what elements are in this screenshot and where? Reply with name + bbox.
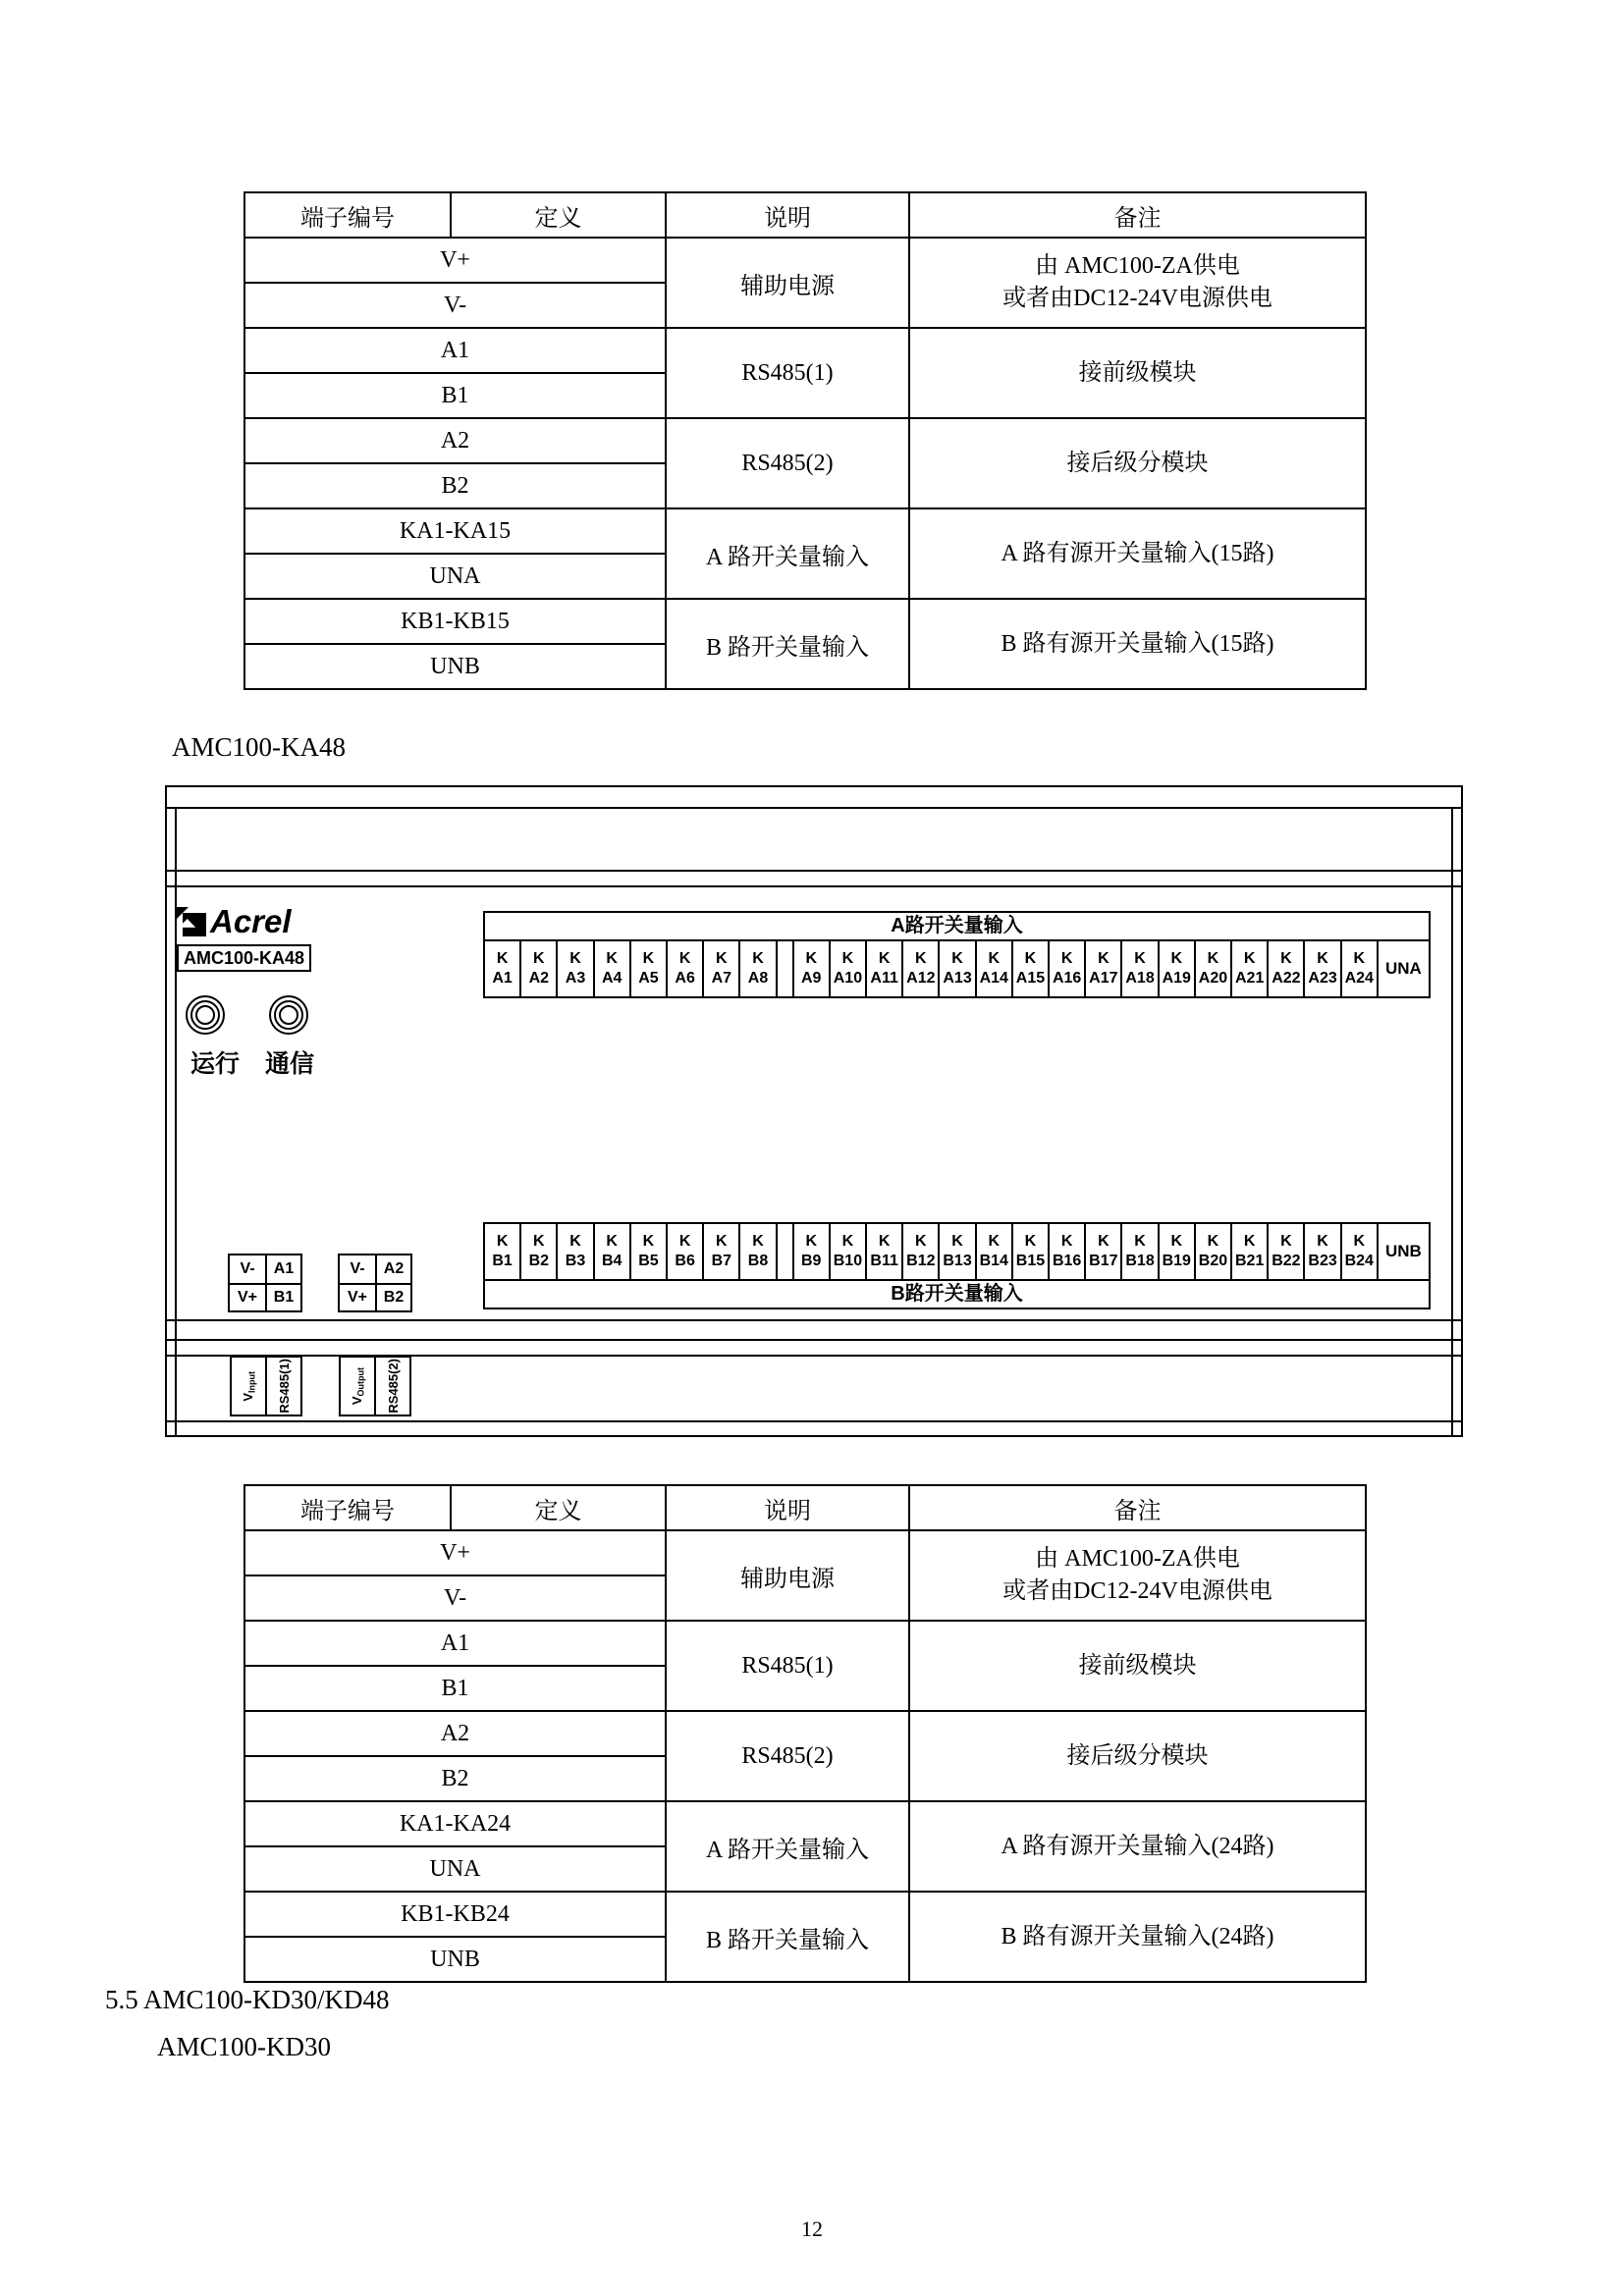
terminal-number: B24 (1344, 1253, 1374, 1269)
terminal (1303, 1224, 1339, 1279)
terminal-k-label: K (569, 950, 581, 967)
terminal-k-label: K (951, 950, 963, 967)
terminal-number: B19 (1162, 1253, 1191, 1269)
terminal-table-ka30 (244, 191, 1367, 690)
terminal (1120, 941, 1157, 996)
terminal-k-label: K (1060, 950, 1073, 967)
definition-cell: RS485(2) (666, 1711, 909, 1801)
terminal-cell: A1 (244, 1621, 666, 1666)
terminal-number: A4 (601, 970, 623, 987)
column-header: 备注 (909, 1485, 1366, 1530)
v-sub: Input (246, 1370, 257, 1393)
terminal-number: A2 (528, 970, 550, 987)
terminal-k-label: K (569, 1233, 581, 1250)
terminal (1120, 1224, 1157, 1279)
terminal-number: B18 (1125, 1253, 1155, 1269)
terminal-k-label: K (642, 1233, 655, 1250)
terminal-number: B2 (528, 1253, 550, 1269)
terminal (702, 1224, 738, 1279)
definition-cell: B 路开关量输入 (666, 599, 909, 689)
terminal (1084, 1224, 1120, 1279)
terminal (1048, 1224, 1084, 1279)
input-strip-a (483, 911, 1431, 998)
terminal-cell: B2 (244, 1756, 666, 1801)
terminal-k-label: K (716, 1233, 728, 1250)
device-diagram (165, 785, 1463, 1437)
terminal-number: A23 (1308, 970, 1337, 987)
terminal-number: A6 (675, 970, 695, 987)
terminal-cell: UNA (244, 1846, 666, 1892)
terminal-k-label: K (496, 950, 509, 967)
terminal-number: A15 (1015, 970, 1046, 987)
terminal-number: B5 (638, 1253, 659, 1269)
terminal (975, 1224, 1011, 1279)
terminal-number: B9 (801, 1253, 822, 1269)
terminal (593, 941, 629, 996)
terminal-number: B20 (1198, 1253, 1228, 1269)
device-model-heading: AMC100-KA48 (172, 732, 347, 762)
remark-line: A 路有源开关量输入(24路) (1001, 1833, 1274, 1859)
panel-edge-line (175, 807, 177, 1435)
terminal-k-label: K (915, 1233, 927, 1250)
aux-terminal: V+ (340, 1283, 375, 1310)
terminal-number: B12 (906, 1253, 936, 1269)
terminal-k-label: K (606, 950, 618, 967)
terminal-k-label: K (678, 950, 691, 967)
v-port-label (241, 1371, 257, 1402)
terminal-cell: A2 (244, 1711, 666, 1756)
terminal (519, 941, 556, 996)
terminal (485, 941, 519, 996)
definition-cell: 辅助电源 (666, 1530, 909, 1621)
panel-line (167, 1420, 1461, 1422)
definition-cell: A 路开关量输入 (666, 508, 909, 599)
terminal-k-label: K (606, 1233, 618, 1250)
remark-cell (909, 508, 1366, 599)
acrel-logo-icon (177, 907, 206, 936)
terminal-table (244, 1484, 1367, 1983)
terminal (629, 941, 666, 996)
remark-cell (909, 599, 1366, 689)
input-strip-b (483, 1222, 1431, 1309)
terminal (1011, 941, 1048, 996)
remark-line: 接前级模块 (1078, 1652, 1197, 1679)
terminal-k-label: K (1170, 1233, 1183, 1250)
terminal-number: A8 (747, 970, 769, 987)
terminal-number: B1 (492, 1253, 513, 1269)
brand-name: Acrel (210, 903, 292, 939)
port-label-box-2 (339, 1356, 411, 1416)
remark-cell (909, 418, 1366, 508)
terminal-k-label: K (1317, 1233, 1328, 1250)
terminal-cell: B1 (244, 1666, 666, 1711)
terminal-k-label: K (1353, 1233, 1366, 1250)
terminal (666, 941, 702, 996)
v-main: V (240, 1392, 255, 1402)
terminal (1194, 1224, 1230, 1279)
terminal-k-label: K (841, 950, 854, 967)
remark-line: 接后级分模块 (1066, 1742, 1209, 1769)
aux-terminal: B1 (265, 1283, 300, 1310)
terminal-number: A3 (565, 970, 586, 987)
remark-cell (909, 328, 1366, 418)
remark-cell (909, 1621, 1366, 1711)
v-port-cell (341, 1358, 374, 1415)
terminal-k-label: K (805, 950, 817, 967)
terminal (1011, 1224, 1048, 1279)
terminal-k-label: K (1170, 950, 1183, 967)
terminal-number: B23 (1308, 1253, 1337, 1269)
terminal-number: A14 (979, 970, 1008, 987)
column-header: 说明 (666, 192, 909, 238)
terminal-number: B10 (833, 1253, 863, 1269)
remark-line: 接后级分模块 (1066, 450, 1209, 476)
comm-led-label: 通信 (264, 1050, 314, 1078)
terminal-number: B7 (711, 1253, 732, 1269)
terminal-number: A21 (1234, 970, 1265, 987)
terminal (865, 941, 901, 996)
terminal-k-label: K (1243, 1233, 1256, 1250)
terminal-number: A13 (943, 970, 972, 987)
terminal (702, 941, 738, 996)
terminal-cell: V- (244, 283, 666, 328)
bus-port-label: RS485(1) (276, 1359, 292, 1414)
brand-logo (177, 903, 292, 940)
terminal-number: A12 (906, 970, 936, 987)
remark-cell (909, 1892, 1366, 1982)
panel-line (167, 807, 1461, 809)
terminal-number: A17 (1089, 970, 1118, 987)
terminal-number: A11 (870, 970, 898, 987)
terminal (1158, 1224, 1194, 1279)
terminal-cell: KA1-KA24 (244, 1801, 666, 1846)
terminal-cell: V+ (244, 1530, 666, 1575)
terminal-k-label: K (1134, 1233, 1146, 1250)
terminal-cell: UNB (244, 1937, 666, 1982)
terminal-number: A5 (638, 970, 659, 987)
terminal-number: B15 (1015, 1253, 1046, 1269)
definition-cell: RS485(2) (666, 418, 909, 508)
panel-edge-line (1451, 807, 1453, 1435)
terminal (629, 1224, 666, 1279)
terminal-number: A1 (492, 970, 513, 987)
terminal (829, 941, 865, 996)
terminal-number: B17 (1089, 1253, 1118, 1269)
terminal (938, 941, 974, 996)
terminal-k-label: K (752, 1233, 764, 1250)
page-number: 12 (801, 2216, 823, 2241)
aux-terminal: A1 (265, 1255, 300, 1283)
port-label-box-1 (230, 1356, 302, 1416)
terminal-k-label: K (1353, 950, 1366, 967)
terminal-cell: KB1-KB24 (244, 1892, 666, 1937)
terminal-k-label: K (1060, 1233, 1073, 1250)
terminal (1340, 1224, 1377, 1279)
terminal-number: B6 (675, 1253, 695, 1269)
remark-line: A 路有源开关量输入(15路) (1001, 540, 1274, 566)
strip-b-cells (485, 1224, 1429, 1279)
terminal (1084, 941, 1120, 996)
bus-port-cell (265, 1358, 300, 1415)
terminal (901, 1224, 938, 1279)
column-header: 端子编号 (244, 192, 451, 238)
terminal-k-label: K (1243, 950, 1256, 967)
kd30-heading: AMC100-KD30 (157, 2032, 332, 2061)
terminal-number: A18 (1125, 970, 1155, 987)
terminal (938, 1224, 974, 1279)
run-led-indicator (186, 995, 225, 1035)
section-heading: 5.5 AMC100-KD30/KD48 (105, 1985, 390, 2014)
terminal (1158, 941, 1194, 996)
terminal-k-label: K (1207, 1233, 1219, 1250)
terminal-k-label: K (1207, 950, 1219, 967)
terminal-gap (776, 941, 792, 996)
common-terminal: UNB (1377, 1224, 1429, 1279)
terminal-k-label: K (915, 950, 927, 967)
terminal (556, 941, 592, 996)
definition-cell: RS485(1) (666, 328, 909, 418)
remark-line: 或者由DC12-24V电源供电 (1002, 286, 1272, 311)
terminal-number: B16 (1052, 1253, 1082, 1269)
terminal-k-label: K (878, 950, 891, 967)
terminal-cell: B2 (244, 463, 666, 508)
definition-cell: 辅助电源 (666, 238, 909, 328)
terminal-cell: KA1-KA15 (244, 508, 666, 554)
terminal (593, 1224, 629, 1279)
remark-line: 接前级模块 (1078, 359, 1197, 386)
terminal-cell: UNA (244, 554, 666, 599)
terminal-cell: KB1-KB15 (244, 599, 666, 644)
aux-terminal: B2 (375, 1283, 410, 1310)
remark-line: 或者由DC12-24V电源供电 (1002, 1578, 1272, 1604)
terminal-k-label: K (1098, 950, 1110, 967)
column-header: 说明 (666, 1485, 909, 1530)
terminal-number: B22 (1272, 1253, 1301, 1269)
terminal-number: A19 (1162, 970, 1191, 987)
remark-line: B 路有源开关量输入(15路) (1001, 630, 1274, 657)
terminal-k-label: K (1134, 950, 1146, 967)
terminal-number: A22 (1272, 970, 1301, 987)
terminal-number: A20 (1198, 970, 1228, 987)
terminal (1230, 941, 1267, 996)
terminal-number: B13 (943, 1253, 972, 1269)
terminal-k-label: K (988, 950, 1001, 967)
run-led-label: 运行 (189, 1050, 240, 1078)
panel-line (167, 885, 1461, 887)
terminal-cell: B1 (244, 373, 666, 418)
strip-b-title: B路开关量输入 (485, 1279, 1429, 1308)
terminal (738, 941, 775, 996)
terminal (975, 941, 1011, 996)
aux-terminal: V- (240, 1260, 255, 1277)
remark-line: 由 AMC100-ZA供电 (1035, 1546, 1240, 1572)
panel-line (167, 870, 1461, 872)
remark-line: B 路有源开关量输入(24路) (1001, 1923, 1274, 1949)
terminal-cell: V+ (244, 238, 666, 283)
terminal-number: A16 (1052, 970, 1082, 987)
terminal (901, 941, 938, 996)
terminal (485, 1224, 519, 1279)
remark-line: 由 AMC100-ZA供电 (1035, 253, 1240, 279)
terminal (519, 1224, 556, 1279)
bus-port-label: RS485(2) (385, 1359, 401, 1414)
terminal-k-label: K (678, 1233, 691, 1250)
terminal (1267, 1224, 1303, 1279)
terminal-k-label: K (1024, 1233, 1037, 1250)
panel-line (167, 1339, 1461, 1341)
strip-a-cells (485, 941, 1429, 996)
aux-terminal: V+ (230, 1283, 265, 1310)
terminal-number: B3 (565, 1253, 586, 1269)
terminal-k-label: K (878, 1233, 891, 1250)
terminal-number: A7 (711, 970, 732, 987)
terminal-number: A10 (833, 970, 863, 987)
terminal-number: B8 (747, 1253, 769, 1269)
terminal-gap (776, 1224, 792, 1279)
terminal-k-label: K (496, 1233, 509, 1250)
terminal-cell: V- (244, 1575, 666, 1621)
terminal (829, 1224, 865, 1279)
terminal (792, 1224, 829, 1279)
terminal-number: B4 (601, 1253, 623, 1269)
aux-terminal: A2 (375, 1255, 410, 1283)
terminal-k-label: K (533, 1233, 545, 1250)
terminal (1340, 941, 1377, 996)
terminal-number: B21 (1234, 1253, 1265, 1269)
column-header: 端子编号 (244, 1485, 451, 1530)
terminal (1267, 941, 1303, 996)
terminal-k-label: K (1098, 1233, 1110, 1250)
terminal-number: B11 (870, 1253, 898, 1269)
terminal-k-label: K (1317, 950, 1328, 967)
terminal-k-label: K (716, 950, 728, 967)
model-label: AMC100-KA48 (177, 944, 311, 972)
v-port-cell (232, 1358, 265, 1415)
v-sub: Output (355, 1366, 366, 1397)
terminal (1048, 941, 1084, 996)
definition-cell: RS485(1) (666, 1621, 909, 1711)
column-header: 备注 (909, 192, 1366, 238)
remark-cell (909, 1801, 1366, 1892)
definition-cell: B 路开关量输入 (666, 1892, 909, 1982)
panel-line (167, 1319, 1461, 1321)
terminal-k-label: K (1024, 950, 1037, 967)
v-main: V (349, 1396, 364, 1406)
terminal-k-label: K (642, 950, 655, 967)
bus-port-cell (374, 1358, 409, 1415)
terminal-k-label: K (1280, 950, 1292, 967)
terminal-k-label: K (752, 950, 764, 967)
terminal-number: B14 (979, 1253, 1008, 1269)
terminal-table (244, 191, 1367, 690)
terminal (738, 1224, 775, 1279)
terminal (666, 1224, 702, 1279)
terminal-k-label: K (533, 950, 545, 967)
strip-a-title: A路开关量输入 (485, 913, 1429, 941)
terminal-cell: UNB (244, 644, 666, 689)
terminal-cell: A2 (244, 418, 666, 463)
aux-terminal: V- (350, 1260, 365, 1277)
remark-cell (909, 238, 1366, 328)
terminal-k-label: K (988, 1233, 1001, 1250)
column-header: 定义 (451, 192, 666, 238)
terminal-k-label: K (841, 1233, 854, 1250)
terminal-table-ka48 (244, 1484, 1367, 1983)
terminal (556, 1224, 592, 1279)
terminal-cell: A1 (244, 328, 666, 373)
remark-cell (909, 1711, 1366, 1801)
remark-cell (909, 1530, 1366, 1621)
terminal-number: A9 (801, 970, 822, 987)
v-port-label (350, 1367, 366, 1405)
terminal-k-label: K (1280, 1233, 1292, 1250)
power-terminal-block-1 (228, 1254, 302, 1312)
terminal (792, 941, 829, 996)
terminal (1230, 1224, 1267, 1279)
definition-cell: A 路开关量输入 (666, 1801, 909, 1892)
terminal (865, 1224, 901, 1279)
terminal (1303, 941, 1339, 996)
comm-led-indicator (269, 995, 308, 1035)
terminal-number: A24 (1344, 970, 1374, 987)
column-header: 定义 (451, 1485, 666, 1530)
common-terminal: UNA (1377, 941, 1429, 996)
terminal (1194, 941, 1230, 996)
power-terminal-block-2 (338, 1254, 412, 1312)
terminal-k-label: K (951, 1233, 963, 1250)
terminal-k-label: K (805, 1233, 817, 1250)
